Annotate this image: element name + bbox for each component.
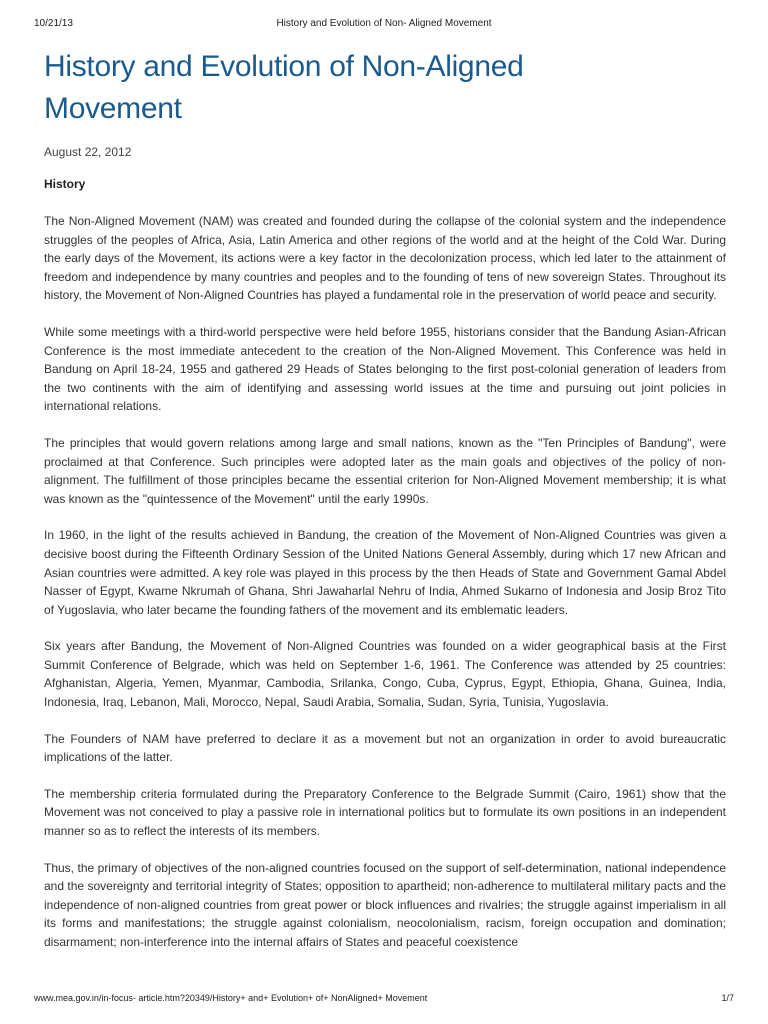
print-footer (34, 993, 734, 1007)
print-page-title: History and Evolution of Non- Aligned Movement (276, 18, 492, 29)
article-title-line-2: Movement (44, 92, 182, 125)
article-title-line-1: History and Evolution of Non-Aligned (44, 50, 524, 83)
paragraph: The Founders of NAM have preferred to declare it as a movement but not an organization in order to avoid bureaucratic implications of the latter. (44, 731, 726, 765)
paragraph: In 1960, in the light of the results achieved in Bandung, the creation of the Movement of Non-Aligned Countries was given a decisive boost during the Fifteenth Ordinary Session of the United Nations General Assembly, during which 17 new African and Asian countries were admitted. A key role was played in this process by the then Heads of State and Government Gamal Abdel Nasser of Egypt, Kwame Nkrumah of Ghana, Shri Jawaharlal Nehru of India, Ahmed Sukarno of Indonesia and Josip Broz Tito of Yugoslavia, who later became the founding fathers of the movement and its emblematic leaders. (44, 528, 726, 617)
page-number: 1/7 (721, 993, 734, 1003)
article-date: August 22, 2012 (44, 145, 132, 159)
print-date: 10/21/13 (34, 18, 73, 29)
paragraph: The Non-Aligned Movement (NAM) was created and founded during the collapse of the colonial system and the independence struggles of the peoples of Africa, Asia, Latin America and other regions of the world and at the height of the Cold War. During the early days of the Movement, its actions were a key factor in the decolonization process, which led later to the attainment of freedom and independence by many countries and peoples and to the founding of tens of new sovereign States. Throughout its history, the Movement of Non-Aligned Countries has played a fundamental role in the preservation of world peace and security. (44, 214, 726, 303)
paragraph: Six years after Bandung, the Movement of Non-Aligned Countries was founded on a wider geographical basis at the First Summit Conference of Belgrade, which was held on September 1-6, 1961. The Conference was attended by 25 countries: Afghanistan, Algeria, Yemen, Myanmar, Cambodia, Srilanka, Congo, Cuba, Cyprus, Egypt, Ethiopia, Ghana, Guinea, India, Indonesia, Iraq, Lebanon, Mali, Morocco, Nepal, Saudi Arabia, Somalia, Sudan, Syria, Tunisia, Yugoslavia. (44, 639, 726, 710)
print-header (34, 18, 734, 32)
section-heading: History (44, 177, 86, 191)
paragraph: Thus, the primary of objectives of the non-aligned countries focused on the support of self-determination, national independence and the sovereignty and territorial integrity of States; opposition to apartheid; non-adherence to multilateral military pacts and the independence of non-aligned countries from great power or block influences and rivalries; the struggle against imperialism in all its forms and manifestations; the struggle against colonialism, neocolonialism, racism, foreign occupation and domination; disarmament; non-interference into the internal affairs of States and peaceful coexistence (44, 860, 726, 949)
source-url: www.mea.gov.in/in-focus- article.htm?20349/History+ and+ Evolution+ of+ NonAligned+ Movement (34, 993, 428, 1003)
paragraph: The membership criteria formulated during the Preparatory Conference to the Belgrade Summit (Cairo, 1961) show that the Movement was not conceived to play a passive role in international politics but to formulate its own positions in an independent manner so as to reflect the interests of its members. (44, 786, 726, 839)
article (44, 46, 726, 970)
paragraph: While some meetings with a third-world perspective were held before 1955, historians consider that the Bandung Asian-African Conference is the most immediate antecedent to the creation of the Non-Aligned Movement. This Conference was held in Bandung on April 18-24, 1955 and gathered 29 Heads of States belonging to the first post-colonial generation of leaders from the two continents with the aim of identifying and assessing world issues at the time and pursuing out joint policies in international relations. (44, 324, 726, 414)
article-title (44, 46, 726, 130)
paragraph: The principles that would govern relations among large and small nations, known as the "Ten Principles of Bandung", were proclaimed at that Conference. Such principles were adopted later as the main goals and objectives of the policy of non-alignment. The fulfillment of those principles became the essential criterion for Non-Aligned Movement membership; it is what was known as the "quintessence of the Movement" until the early 1990s. (44, 435, 726, 506)
